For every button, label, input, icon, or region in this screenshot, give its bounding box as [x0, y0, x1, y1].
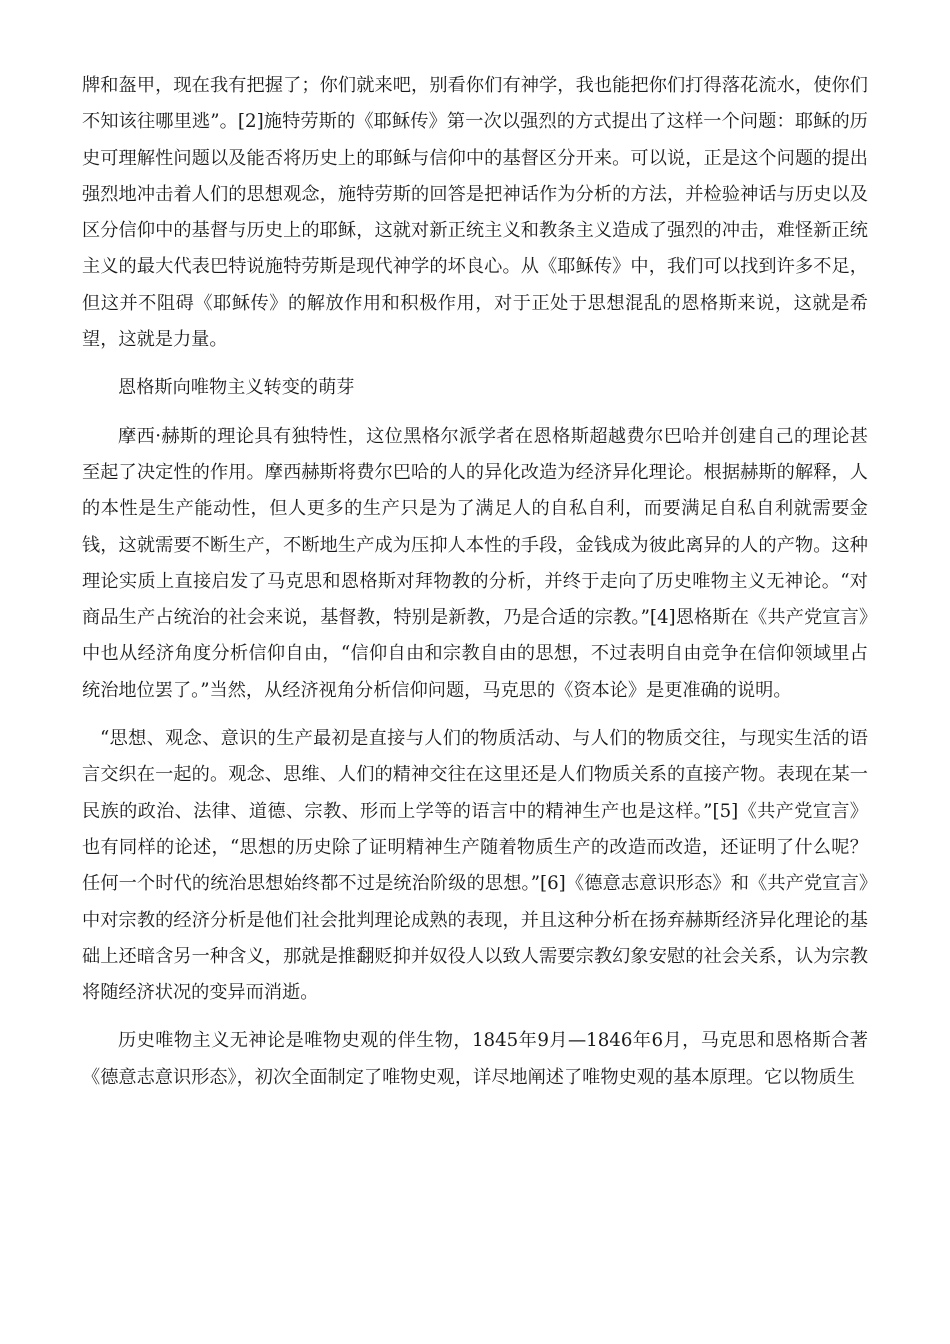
paragraph-quote-ideology: “思想、观念、意识的生产最初是直接与人们的物质活动、与人们的物质交往，与现实生活的语言交织在一起的。观念、思维、人们的精神交往在这里还是人们物质关系的直接产物。表现在某一民族的政治、法律、道德、宗教、形而上学等的语言中的精神生产也是这样。”[5]《共产党宣言》也有同样的论述，“思想的历史除了证明精神生产随着物质生产的改造而改造，还证明了什么呢？任何一个时代的统治思想始终都不过是统治阶级的思想。”[6]《德意志意识形态》和《共产党宣言》中对宗教的经济分析是他们社会批判理论成熟的表现，并且这种分析在扬弃赫斯经济异化理论的基础上还暗含另一种含义，那就是推翻贬抑并奴役人以致人需要宗教幻象安慰的社会关系，认为宗教将随经济状况的变异而消逝。 [82, 728, 868, 1004]
paragraph-strauss: 牌和盔甲，现在我有把握了；你们就来吧，别看你们有神学，我也能把你们打得落花流水，使你们不知该往哪里逃”。[2]施特劳斯的《耶稣传》第一次以强烈的方式提出了这样一个问题：耶稣的历史可理解性问题以及能否将历史上的耶稣与信仰中的基督区分开来。可以说，正是这个问题的提出强烈地冲击着人们的思想观念，施特劳斯的回答是把神话作为分析的方法，并检验神话与历史以及区分信仰中的基督与历史上的耶稣，这就对新正统主义和教条主义造成了强烈的冲击，难怪新正统主义的最大代表巴特说施特劳斯是现代神学的坏良心。从《耶稣传》中，我们可以找到许多不足，但这并不阻碍《耶稣传》的解放作用和积极作用，对于正处于思想混乱的恩格斯来说，这就是希望，这就是力量。 [82, 75, 868, 351]
document-page [82, 68, 868, 1096]
paragraph-hess: 摩西·赫斯的理论具有独特性，这位黑格尔派学者在恩格斯超越费尔巴哈并创建自己的理论甚至起了决定性的作用。摩西赫斯将费尔巴哈的人的异化改造为经济异化理论。根据赫斯的解释，人的本性是生产能动性，但人更多的生产只是为了满足人的自私自利，而要满足自私自利就需要金钱，这就需要不断生产，不断地生产成为压抑人本性的手段，金钱成为彼此离异的人的产物。这种理论实质上直接启发了马克思和恩格斯对拜物教的分析，并终于走向了历史唯物主义无神论。“对商品生产占统治的社会来说，基督教，特别是新教，乃是合适的宗教。”[4]恩格斯在《共产党宣言》中也从经济角度分析信仰自由，“信仰自由和宗教自由的思想，不过表明自由竞争在信仰领域里占统治地位罢了。”当然，从经济视角分析信仰问题，马克思的《资本论》是更准确的说明。 [82, 425, 868, 701]
paragraph-historical-materialism: 历史唯物主义无神论是唯物史观的伴生物，1845年9月—1846年6月，马克思和恩格斯合著《德意志意识形态》，初次全面制定了唯物史观，详尽地阐述了唯物史观的基本原理。它以物质生 [82, 1030, 868, 1088]
section-heading: 恩格斯向唯物主义转变的萌芽 [118, 377, 355, 399]
